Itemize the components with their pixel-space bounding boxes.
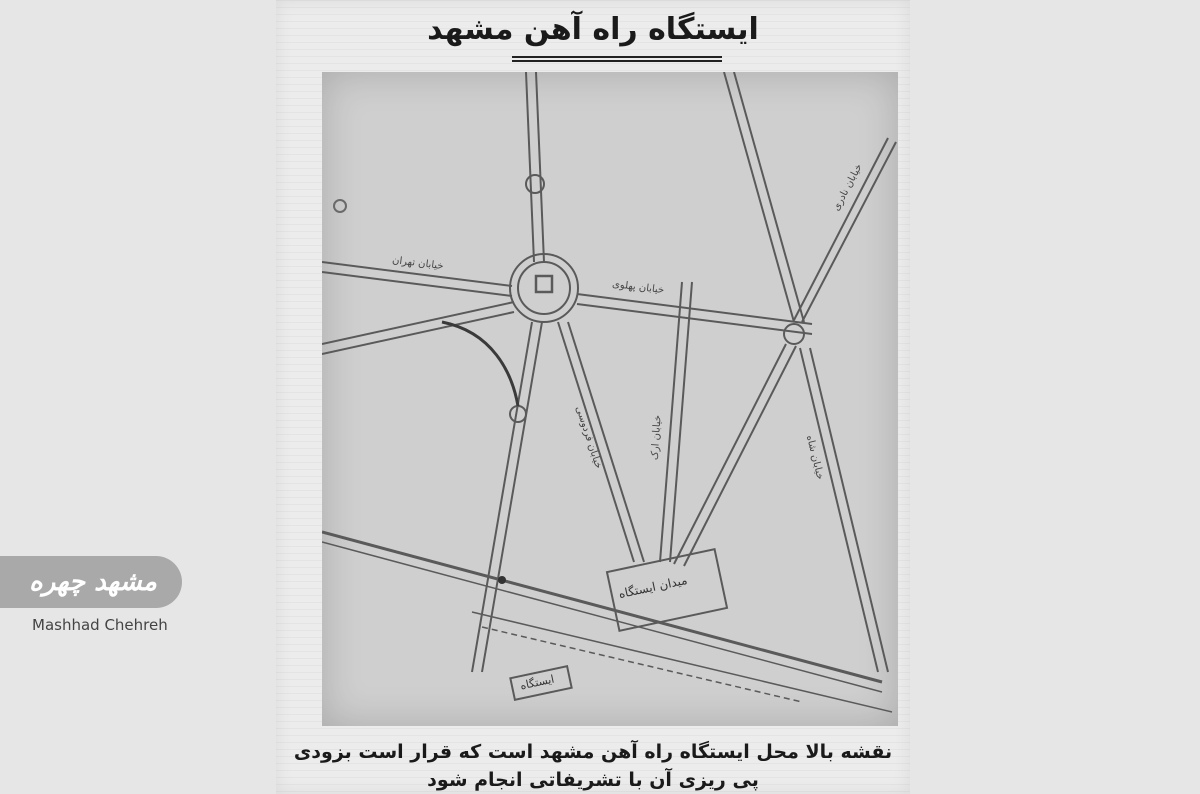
- brand-name: Mashhad Chehreh: [32, 616, 168, 634]
- logo-badge: [0, 556, 182, 608]
- caption-line-1: نقشه بالا محل ایستگاه راه آهن مشهد است که قرار است بزودی: [293, 741, 893, 763]
- caption-line-2: پی ریزی آن با تشریفاتی انجام شود: [427, 769, 759, 791]
- headline: ایستگاه راه آهن مشهد: [427, 12, 759, 47]
- street-label: خیابان نادری: [830, 162, 865, 213]
- street-label: خیابان فردوسی: [573, 404, 604, 471]
- newspaper-clipping: [276, 0, 910, 794]
- street-label: خیابان تهران: [391, 254, 445, 273]
- station-square-label: میدان ایستگاه: [617, 572, 689, 602]
- street-label: خیابان ارک: [649, 414, 664, 461]
- station-map: [322, 72, 898, 726]
- logo-script: مشهد چهره: [29, 567, 157, 597]
- watermark-logo: [0, 556, 182, 636]
- station-label: ایستگاه: [519, 672, 556, 693]
- street-label: خیابان شاه: [803, 434, 826, 481]
- map-drawing: [322, 72, 898, 726]
- street-label: خیابان پهلوی: [611, 278, 665, 297]
- map-caption: [286, 738, 900, 794]
- headline-underline: [512, 56, 722, 62]
